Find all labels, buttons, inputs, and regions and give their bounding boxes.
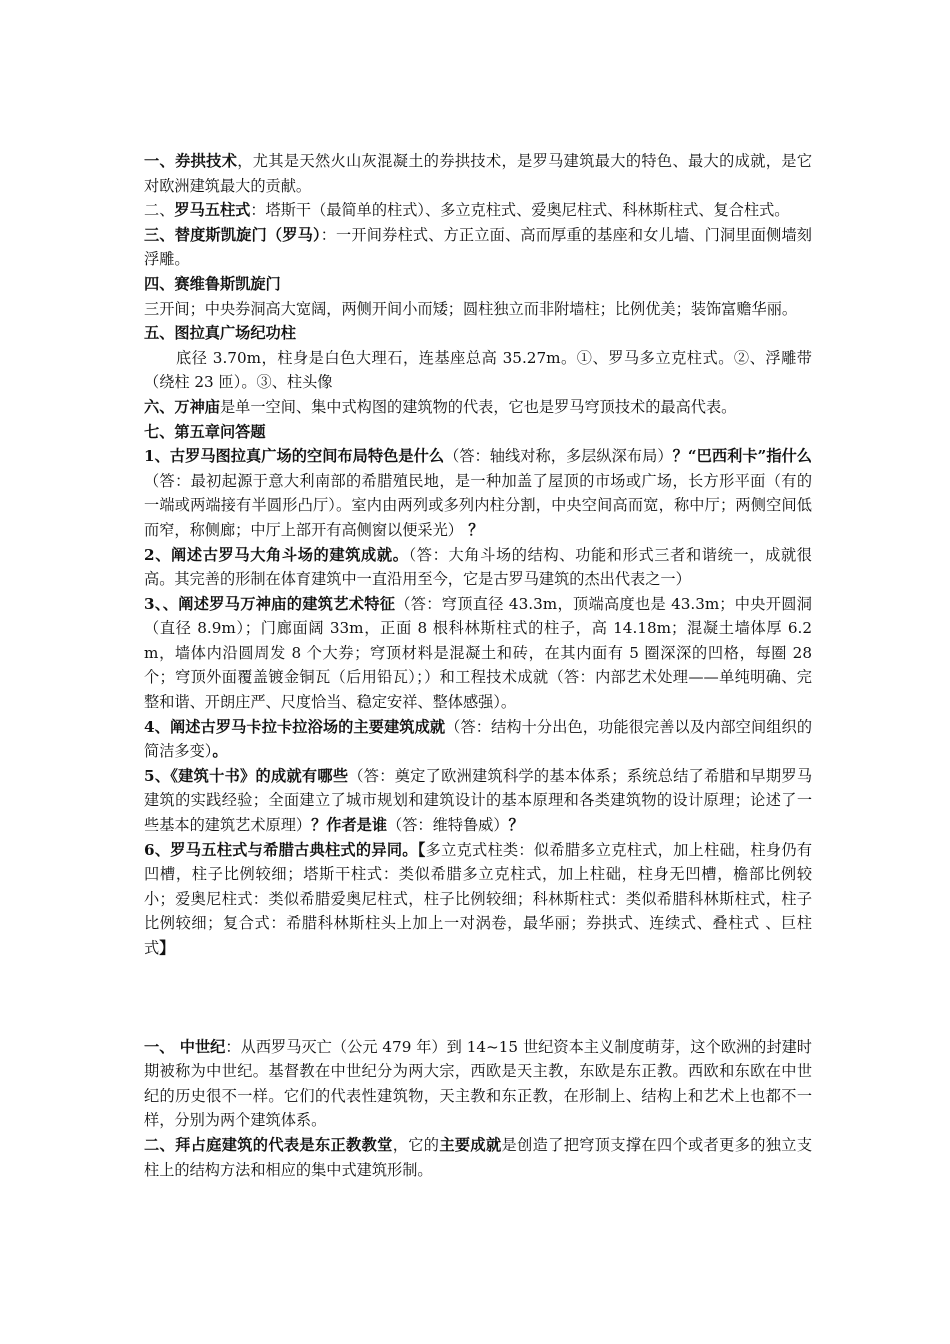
text-run: 1、古罗马图拉真广场的空间布局特色是什么 bbox=[144, 447, 445, 466]
heading-trajan-column bbox=[144, 321, 812, 346]
para-pantheon bbox=[144, 395, 812, 420]
heading-arch-of-severus bbox=[144, 272, 812, 297]
text-run: （答：最初起源于意大利南部的希腊殖民地，是一种加盖了屋顶的市场或广场，长方形平面（有的一端或两端接有半圆形凸厅）。室内由两列或多列内柱分割，中央空间高而宽，称中厅；两侧空间低而窄，称侧廊；中厅上部开有高侧窗以便采光） bbox=[144, 471, 812, 539]
para-five-orders bbox=[144, 198, 812, 223]
section-roman-architecture bbox=[144, 149, 812, 961]
text-run: 。 bbox=[212, 742, 228, 761]
para-middle-ages bbox=[144, 1035, 812, 1133]
text-run: 2、阐述古罗马大角斗场的建筑成就。 bbox=[144, 545, 409, 564]
para-arch-technique bbox=[144, 149, 812, 198]
text-run: 罗马五柱式 bbox=[174, 201, 251, 220]
para-arch-of-severus bbox=[144, 297, 812, 322]
text-run: 4、阐述古罗马卡拉卡拉浴场的主要建筑成就 bbox=[144, 717, 446, 736]
text-run: 主要成就 bbox=[439, 1135, 502, 1154]
para-byzantine bbox=[144, 1133, 812, 1182]
text-run: 多立克式柱类：似希腊多立克柱式，加上柱础，柱身仍有凹槽，柱子比例较细；塔斯干柱式：类似希腊多立克柱式，加上柱础，柱身无凹槽，檐部比例较小；爱奥尼柱式：类似希腊爱奥尼柱式，柱子比例较细；科林斯柱式：类似希腊科林斯柱式，柱子比例较细；复合式：希腊科林斯柱头上加上一对涡卷，最华丽；券拱式、连续式、叠柱式 、巨柱式 bbox=[144, 840, 813, 957]
text-run: 七、第五章问答题 bbox=[144, 422, 266, 441]
question-4 bbox=[144, 715, 812, 764]
text-run: 六、万神庙 bbox=[144, 397, 220, 416]
text-run: （答：大角斗场的结构、功能和形式三者和谐统一，成就很高。其完善的形制在体育建筑中一直沿用至今，它是古罗马建筑的杰出代表之一） bbox=[144, 545, 812, 589]
text-run: 四、赛维鲁斯凯旋门 bbox=[144, 274, 281, 293]
heading-chapter5-questions bbox=[144, 420, 812, 445]
text-run: ：一开间券柱式、方正立面、高而厚重的基座和女儿墙、门洞里面侧墙刻浮雕。 bbox=[144, 225, 812, 269]
text-run: 6、罗马五柱式与希腊古典柱式的异同。【 bbox=[144, 840, 426, 859]
text-run: ，尤其是天然火山灰混凝土的券拱技术，是罗马建筑最大的特色、最大的成就，是它对欧洲建筑最大的贡献。 bbox=[144, 152, 813, 195]
question-6 bbox=[144, 838, 812, 961]
text-run: （答：维特鲁威） bbox=[387, 816, 509, 835]
text-run: 】 bbox=[159, 939, 175, 957]
text-run: ？作者是谁 bbox=[311, 816, 387, 835]
text-run: 3、、阐述罗马万神庙的建筑艺术特征 bbox=[144, 594, 396, 613]
text-run: （答：轴线对称，多层纵深布局） bbox=[444, 447, 673, 466]
text-run: （答：奠定了欧洲建筑科学的基本体系；系统总结了希腊和早期罗马建筑的实践经验；全面建立了城市规划和建筑设计的基本原理和各类建筑物的设计原理；论述了一些基本的建筑艺术原理） bbox=[144, 766, 813, 835]
text-run: 五、图拉真广场纪功柱 bbox=[144, 324, 296, 343]
question-5 bbox=[144, 764, 812, 838]
text-run: 三开间；中央券洞高大宽阔，两侧开间小而矮；圆柱独立而非附墙柱；比例优美；装饰富赡华丽。 bbox=[144, 299, 798, 318]
text-run: 5、《建筑十书》的成就有哪些 bbox=[144, 766, 349, 785]
text-run: 二、 bbox=[144, 201, 175, 220]
text-run: ，它的 bbox=[392, 1135, 440, 1154]
section-gap bbox=[144, 961, 812, 1035]
para-arch-of-titus bbox=[144, 223, 812, 272]
text-run: ：从西罗马灭亡（公元 479 年）到 14~15 世纪资本主义制度萌芽，这个欧洲的封建时期被称为中世纪。基督教在中世纪分为两大宗，西欧是天主教，东欧是东正教。西欧和东欧在中世纪的历史很不一样。它们的代表性建筑物，天主教和东正教，在形制上、结构上和艺术上也都不一样，分别为两个建筑体系。 bbox=[144, 1037, 812, 1130]
text-run: （答：结构十分出色，功能很完善以及内部空间组织的简洁多变） bbox=[144, 717, 813, 761]
document-body bbox=[144, 149, 812, 1182]
section-middle-ages bbox=[144, 1035, 812, 1183]
text-run: 一、 中世纪 bbox=[144, 1037, 226, 1056]
question-1 bbox=[144, 444, 812, 542]
question-2 bbox=[144, 543, 812, 592]
text-run: 底径 3.70m，柱身是白色大理石，连基座总高 35.27m。①、罗马多立克柱式。②、浮雕带（绕柱 23 匝）。③、柱头像 bbox=[144, 348, 812, 392]
text-run: 三、替度斯凯旋门（罗马） bbox=[144, 225, 321, 244]
text-run: 二、拜占庭建筑的代表是东正教教堂 bbox=[144, 1135, 393, 1154]
text-run: ？ bbox=[462, 520, 484, 539]
text-run: ？“巴西利卡”指什么 bbox=[672, 447, 812, 466]
text-run: 是单一空间、集中式构图的建筑物的代表，它也是罗马穹顶技术的最高代表。 bbox=[219, 397, 737, 416]
para-trajan-column bbox=[144, 346, 812, 395]
text-run: （答：穹顶直径 43.3m，顶端高度也是 43.3m；中央开圆洞（直径 8.9m）；门廊面阔 33m，正面 8 根科林斯柱式的柱子，高 14.18m；混凝土墙体厚 6.2m，墙体内沿圆周发 8 个大券；穹顶材料是混凝土和砖，在其内面有 5 圈深深的凹格，每圈 28 个；穹顶外面覆盖镀金铜瓦（后用铅瓦）；）和工程技术成就（答：内部艺术处理——单纯明确、完整和谐、开朗庄严、尺度恰当、稳定安祥、整体感强）。 bbox=[144, 594, 812, 712]
text-run: ：塔斯干（最简单的柱式）、多立克柱式、爱奥尼柱式、科林斯柱式、复合柱式。 bbox=[250, 201, 790, 220]
question-3 bbox=[144, 592, 812, 715]
text-run: 一、券拱技术 bbox=[144, 152, 238, 170]
text-run: ？ bbox=[508, 816, 524, 835]
text-run: 是创造了把穹顶支撑在四个或者更多的独立支柱上的结构方法和相应的集中式建筑形制。 bbox=[144, 1135, 813, 1179]
